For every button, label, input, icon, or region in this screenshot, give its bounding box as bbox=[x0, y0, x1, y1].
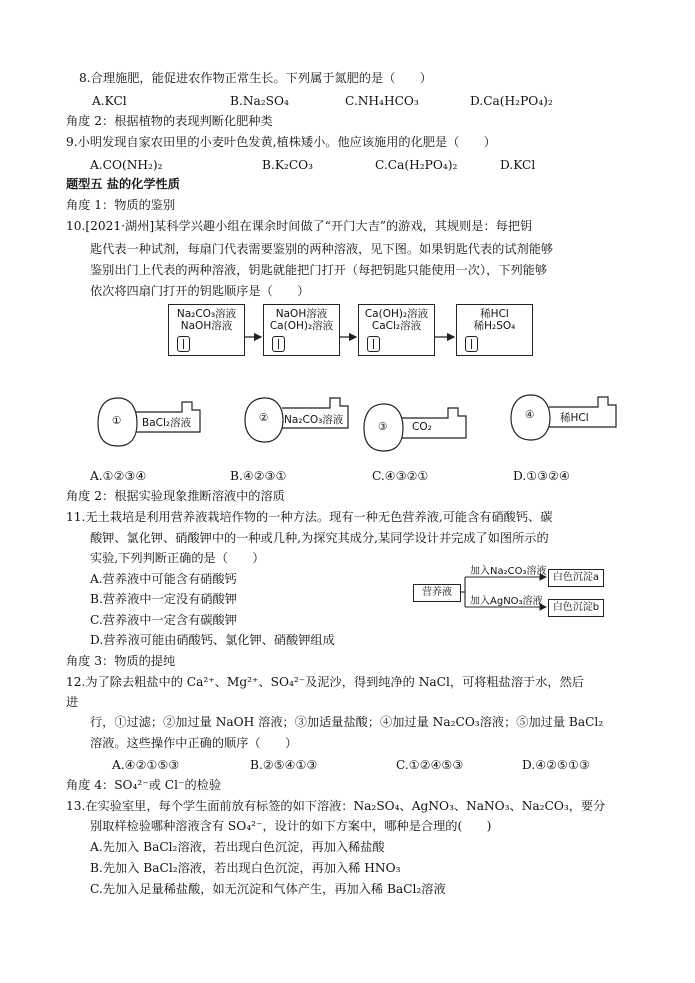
key-2-label: Na₂CO₃溶液 bbox=[284, 414, 344, 426]
q13-option-a: A.先加入 BaCl₂溶液，若出现白色沉淀，再加入稀盐酸 bbox=[90, 840, 385, 854]
door-3-solution-2: CaCl₂溶液 bbox=[371, 320, 422, 332]
q13-option-b: B.先加入 BaCl₂溶液，若出现白色沉淀，再加入稀 HNO₃ bbox=[90, 861, 401, 875]
q10-line-3: 鉴别出门上代表的两种溶液，钥匙就能把门打开（每把钥匙只能使用一次），下列能够 bbox=[90, 263, 548, 277]
angle-3-heading: 角度 3：物质的提纯 bbox=[66, 654, 176, 668]
q9-option-c: C.Ca(H₂PO₄)₂ bbox=[375, 158, 458, 172]
q8-option-d: D.Ca(H₂PO₄)₂ bbox=[470, 94, 553, 108]
q9-stem: 9.小明发现自家农田里的小麦叶色发黄,植株矮小。他应该施用的化肥是（ ） bbox=[66, 135, 496, 149]
key-1-number: ① bbox=[112, 415, 122, 427]
q8-option-a: A.KCl bbox=[92, 94, 127, 108]
door-4-solution-1: 稀HCl bbox=[480, 308, 509, 320]
q9-option-b: B.K₂CO₃ bbox=[262, 158, 314, 172]
q12-option-d: D.④②⑤①③ bbox=[522, 758, 590, 772]
q8-option-c: C.NH₄HCO₃ bbox=[345, 94, 419, 108]
q9-option-a: A.CO(NH₂)₂ bbox=[90, 158, 163, 172]
flow-branch-1-label: 加入Na₂CO₃溶液 bbox=[470, 566, 547, 577]
q9-option-d: D.KCl bbox=[500, 158, 536, 172]
door-1-solution-1: Na₂CO₃溶液 bbox=[176, 308, 237, 320]
flow-start-box: 营养液 bbox=[413, 584, 461, 602]
q12-line-2: 进 bbox=[66, 695, 79, 709]
q11-option-b: B.营养液中一定没有硝酸钾 bbox=[90, 592, 237, 606]
key-3-number: ③ bbox=[378, 421, 388, 433]
q11-line-2: 酸钾、氯化钾、硝酸钾中的一种或几种,为探究其成分,某同学设计并完成了如图所示的 bbox=[90, 531, 549, 545]
q10-option-a: A.①②③④ bbox=[90, 469, 147, 483]
flow-result-2-box: 白色沉淀b bbox=[548, 599, 604, 617]
q12-option-b: B.②⑤④①③ bbox=[250, 758, 318, 772]
key-4-number: ④ bbox=[525, 409, 535, 421]
q10-option-c: C.④③②① bbox=[372, 469, 429, 483]
q13-line-2: 别取样检验哪种溶液含有 SO₄²⁻，设计的如下方案中，哪种是合理的( ) bbox=[90, 819, 492, 833]
key-2-number: ② bbox=[259, 412, 269, 424]
q10-option-d: D.①③②④ bbox=[513, 469, 570, 483]
door-2-solution-1: NaOH溶液 bbox=[275, 308, 328, 320]
q8-stem: 8.合理施肥，能促进农作物正常生长。下列属于氮肥的是（ ） bbox=[79, 71, 432, 85]
q13-line-1: 13.在实验室里，每个学生面前放有标签的如下溶液：Na₂SO₄、AgNO₃、NaNO₃、Na₂CO₃，要分 bbox=[66, 799, 606, 813]
door-1-solution-2: NaOH溶液 bbox=[180, 320, 233, 332]
q11-line-3: 实验,下列判断正确的是（ ） bbox=[90, 551, 265, 565]
angle-2b-heading: 角度 2：根据实验现象推断溶液中的溶质 bbox=[66, 489, 285, 503]
q11-option-d: D.营养液可能由硝酸钙、氯化钾、硝酸钾组成 bbox=[90, 633, 335, 647]
q12-line-4: 溶液。这些操作中正确的顺序（ ） bbox=[90, 736, 298, 750]
q10-line-2: 匙代表一种试剂，每扇门代表需要鉴别的两种溶液，见下图。如果钥匙代表的试剂能够 bbox=[90, 242, 554, 256]
flow-result-1-box: 白色沉淀a bbox=[548, 569, 604, 587]
q12-line-3: 行，①过滤；②加过量 NaOH 溶液；③加适量盐酸；④加过量 Na₂CO₃溶液；⑤加过量 BaCl₂ bbox=[90, 715, 604, 729]
angle-1-heading: 角度 1：物质的鉴别 bbox=[66, 198, 176, 212]
q10-line-1: 10.[2021·湖州]某科学兴趣小组在课余时间做了“开门大吉”的游戏，其规则是：每把钥 bbox=[66, 219, 533, 233]
q12-line-1: 12.为了除去粗盐中的 Ca²⁺、Mg²⁺、SO₄²⁻及泥沙，得到纯净的 NaCl，可将粗盐溶于水，然后 bbox=[66, 675, 584, 689]
flow-branch-2-label: 加入AgNO₃溶液 bbox=[470, 596, 543, 607]
door-2-solution-2: Ca(OH)₂溶液 bbox=[269, 320, 334, 332]
q11-option-a: A.营养液中可能含有硝酸钙 bbox=[90, 572, 237, 586]
key-1-label: BaCl₂溶液 bbox=[142, 417, 192, 429]
angle-2-heading: 角度 2：根据植物的表现判断化肥种类 bbox=[66, 114, 273, 128]
q13-option-c: C.先加入足量稀盐酸，如无沉淀和气体产生，再加入稀 BaCl₂溶液 bbox=[90, 882, 446, 896]
door-4-solution-2: 稀H₂SO₄ bbox=[473, 320, 516, 332]
q12-option-c: C.①②④⑤③ bbox=[396, 758, 464, 772]
q8-option-b: B.Na₂SO₄ bbox=[230, 94, 289, 108]
q11-line-1: 11.无土栽培是利用营养液栽培作物的一种方法。现有一种无色营养液,可能含有硝酸钙、碳 bbox=[66, 510, 553, 524]
key-3-label: CO₂ bbox=[412, 421, 432, 433]
key-4-label: 稀HCl bbox=[560, 412, 589, 424]
q12-option-a: A.④②①⑤③ bbox=[112, 758, 180, 772]
q10-option-b: B.④②③① bbox=[230, 469, 287, 483]
q11-option-c: C.营养液中一定含有碳酸钾 bbox=[90, 613, 237, 627]
door-3-solution-1: Ca(OH)₂溶液 bbox=[364, 308, 429, 320]
section-5-heading: 题型五 盐的化学性质 bbox=[66, 177, 180, 191]
q10-line-4: 依次将四扇门打开的钥匙顺序是（ ） bbox=[90, 284, 310, 298]
angle-4-heading: 角度 4：SO₄²⁻或 Cl⁻的检验 bbox=[66, 778, 222, 792]
